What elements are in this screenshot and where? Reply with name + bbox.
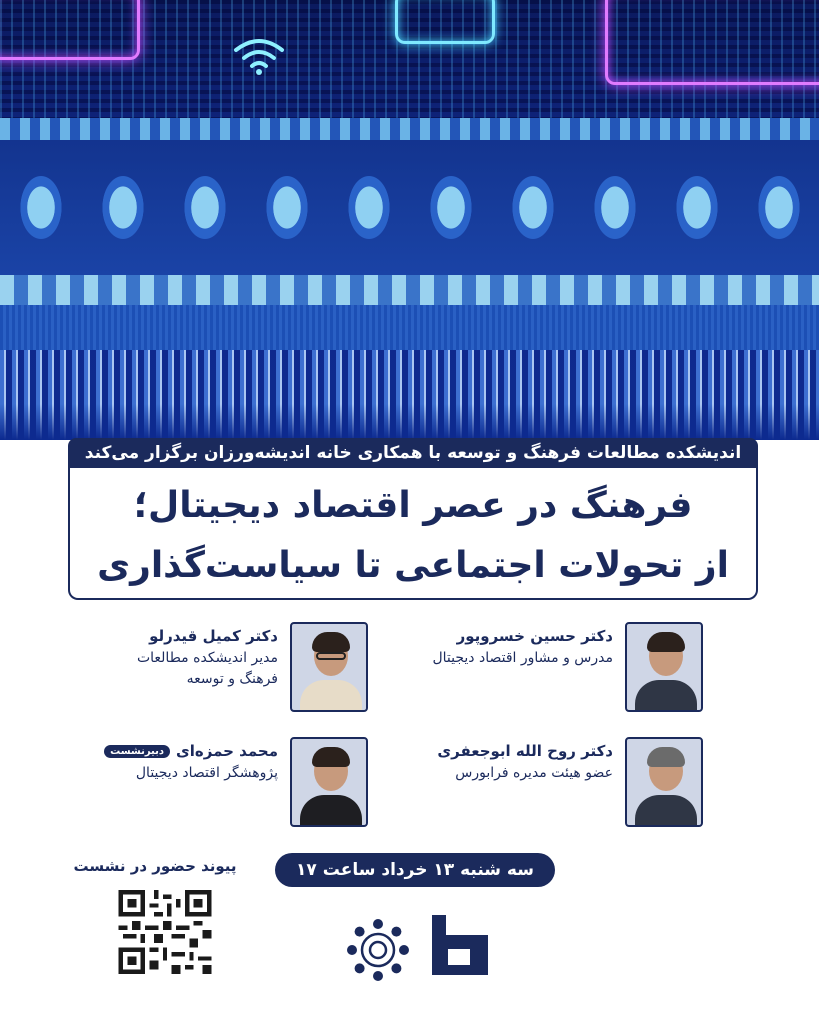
wifi-icon [232,36,286,76]
carpet-border-top [0,118,819,140]
speaker-role: فرهنگ و توسعه [186,671,278,687]
speaker-name: دکتر حسین خسروپور [456,627,613,645]
speaker-role: مدرس و مشاور اقتصاد دیجیتال [432,650,613,666]
speaker-card [8,622,368,717]
organizer-line: اندیشکده مطالعات فرهنگ و توسعه با همکاری خانه اندیشه‌ورزان برگزار می‌کند [68,438,758,468]
speaker-photo [625,622,703,712]
carpet-border-bottom [0,275,819,305]
speaker-photo [625,737,703,827]
carpet-medallion-field [0,140,819,275]
speaker-name-text: محمد حمزه‌ای [176,742,278,760]
speaker-photo [290,737,368,827]
title-box [68,468,758,600]
page-title-line2: از تحولات اجتماعی تا سیاست‌گذاری [97,545,729,586]
speaker-role: عضو هیئت مدیره فرابورس [455,765,613,781]
speaker-card [8,737,368,832]
qr-code-icon[interactable] [118,890,212,974]
speaker-card [343,622,703,717]
rosette-logo-icon [346,918,410,982]
moderator-badge: دبیرنشست [104,745,170,758]
speaker-photo [290,622,368,712]
speaker-name: دکتر کمیل قیدرلو [149,627,278,645]
neon-device-icon [0,0,140,60]
speaker-card [343,737,703,832]
speaker-role: مدیر اندیشکده مطالعات [136,650,278,666]
join-link-label: پیوند حضور در نشست [73,857,237,875]
carpet-fringe [0,350,819,440]
neon-app-window-icon [395,0,495,44]
event-datetime: سه شنبه ۱۳ خرداد ساعت ۱۷ [275,853,555,887]
neon-card-icon [605,0,819,85]
hero-carpet-image [0,0,819,440]
page-title-line1: فرهنگ در عصر اقتصاد دیجیتال؛ [133,485,693,526]
speaker-name: دکتر روح الله ابوجعفری [437,742,613,760]
org-logo-icon [432,915,488,975]
speaker-name [8,739,278,763]
speaker-role: پژوهشگر اقتصاد دیجیتال [135,765,278,781]
carpet-pile [0,305,819,350]
